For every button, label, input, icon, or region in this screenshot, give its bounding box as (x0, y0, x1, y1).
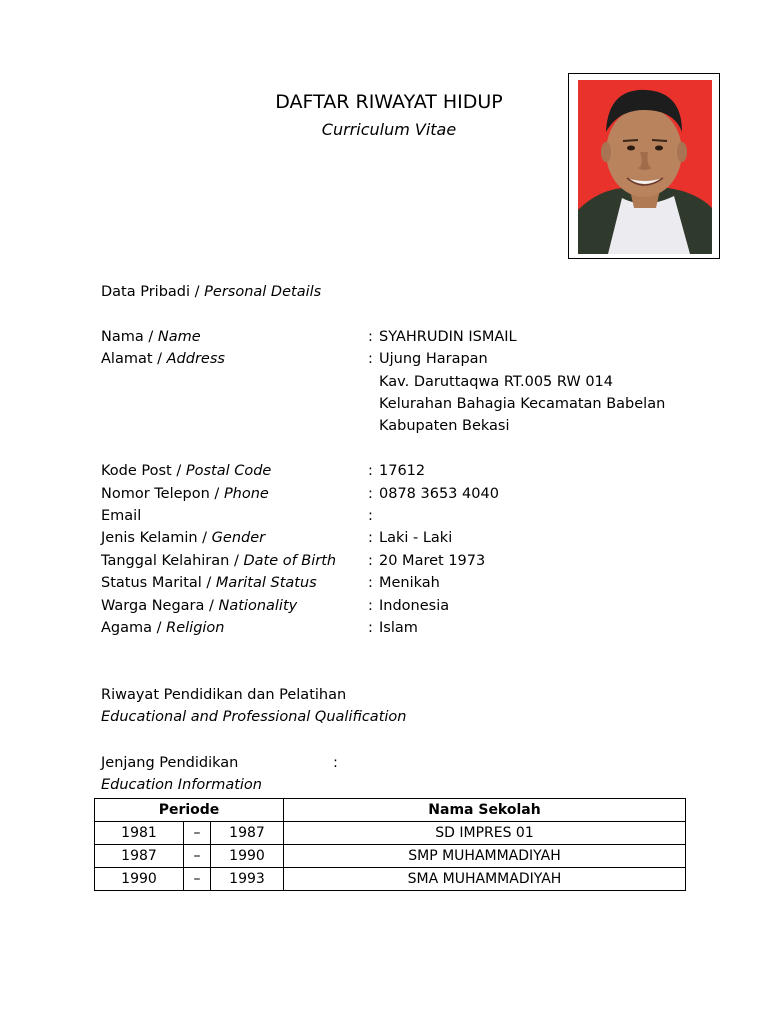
field-colon: : (368, 463, 373, 479)
field-label: Alamat (101, 351, 153, 367)
field-label-en: Address (166, 351, 225, 367)
field-value: Indonesia (379, 598, 450, 614)
field-label: Email (101, 508, 142, 524)
field-label-en: Nationality (218, 598, 298, 614)
field-label: Agama (101, 620, 153, 636)
period-dash: – (184, 845, 211, 868)
field-label-en: Date of Birth (243, 553, 337, 569)
field-nationality: Warga Negara / Nationality : Indonesia (101, 598, 450, 614)
page-title: DAFTAR RIWAYAT HIDUP (275, 91, 503, 113)
period-start: 1981 (95, 822, 184, 845)
field-colon: : (368, 553, 373, 569)
field-value: 20 Maret 1973 (379, 553, 486, 569)
field-label-en: Religion (166, 620, 225, 636)
profile-photo-frame (568, 73, 720, 259)
education-section-heading-en: Educational and Professional Qualification (101, 709, 407, 725)
field-colon: : (368, 329, 373, 345)
period-end: 1987 (211, 822, 284, 845)
field-label: Warga Negara (101, 598, 205, 614)
field-label: Tanggal Kelahiran (101, 553, 230, 569)
personal-heading-en-text: Personal Details (204, 284, 322, 300)
period-start: 1990 (95, 868, 184, 891)
field-label-en: Phone (223, 486, 269, 502)
field-email (101, 508, 701, 530)
field-label-en: Name (157, 329, 201, 345)
school-name: SMP MUHAMMADIYAH (284, 845, 686, 868)
period-end: 1990 (211, 845, 284, 868)
field-label: Status Marital (101, 575, 202, 591)
column-header-period: Periode (95, 799, 284, 822)
field-colon: : (368, 530, 373, 546)
personal-heading-text: Data Pribadi (101, 284, 191, 300)
field-date-of-birth: Tanggal Kelahiran / Date of Birth : 20 Maret 1973 (101, 553, 486, 569)
period-dash: – (184, 822, 211, 845)
person-portrait-icon (578, 80, 712, 254)
personal-section-heading: Data Pribadi / Personal Details (101, 284, 322, 300)
address-line: Kabupaten Bekasi (379, 418, 510, 434)
field-label-en: Gender (211, 530, 266, 546)
school-name: SMA MUHAMMADIYAH (284, 868, 686, 891)
field-address: Alamat / Address : Ujung Harapan (101, 351, 488, 367)
address-line: Kav. Daruttaqwa RT.005 RW 014 (379, 374, 613, 390)
field-value: 0878 3653 4040 (379, 486, 499, 502)
school-name: SD IMPRES 01 (284, 822, 686, 845)
profile-photo (578, 80, 712, 254)
field-gender: Jenis Kelamin / Gender : Laki - Laki (101, 530, 453, 546)
education-level-colon: : (333, 755, 338, 771)
field-value: SYAHRUDIN ISMAIL (379, 329, 517, 345)
address-line: Kelurahan Bahagia Kecamatan Babelan (379, 396, 666, 412)
field-label-en: Postal Code (185, 463, 272, 479)
education-level-label: Jenjang Pendidikan (101, 755, 239, 771)
field-colon: : (368, 575, 373, 591)
field-label: Jenis Kelamin (101, 530, 198, 546)
field-label: Nomor Telepon (101, 486, 210, 502)
field-marital-status: Status Marital / Marital Status : Menikah (101, 575, 440, 591)
field-value: Menikah (379, 575, 440, 591)
field-label-en: Marital Status (215, 575, 317, 591)
field-colon: : (368, 351, 373, 367)
field-value: Islam (379, 620, 418, 636)
education-level-label-en: Education Information (101, 777, 262, 793)
column-header-school: Nama Sekolah (284, 799, 686, 822)
field-colon: : (368, 598, 373, 614)
table-header-row (95, 799, 686, 822)
field-label: Kode Post (101, 463, 172, 479)
table-row (95, 822, 686, 845)
field-value: Ujung Harapan (379, 351, 488, 367)
period-dash: – (184, 868, 211, 891)
field-phone: Nomor Telepon / Phone : 0878 3653 4040 (101, 486, 499, 502)
field-name: Nama / Name : SYAHRUDIN ISMAIL (101, 329, 517, 345)
field-label: Nama (101, 329, 144, 345)
table-row (95, 845, 686, 868)
field-colon: : (368, 486, 373, 502)
field-religion: Agama / Religion : Islam (101, 620, 418, 636)
page-subtitle: Curriculum Vitae (321, 120, 457, 139)
table-row (95, 868, 686, 891)
education-table (94, 798, 686, 891)
field-colon: : (368, 508, 373, 524)
period-start: 1987 (95, 845, 184, 868)
field-colon: : (368, 620, 373, 636)
field-postal-code: Kode Post / Postal Code : 17612 (101, 463, 426, 479)
field-value: 17612 (379, 463, 426, 479)
period-end: 1993 (211, 868, 284, 891)
education-section-heading: Riwayat Pendidikan dan Pelatihan (101, 687, 347, 703)
field-value: Laki - Laki (379, 530, 453, 546)
